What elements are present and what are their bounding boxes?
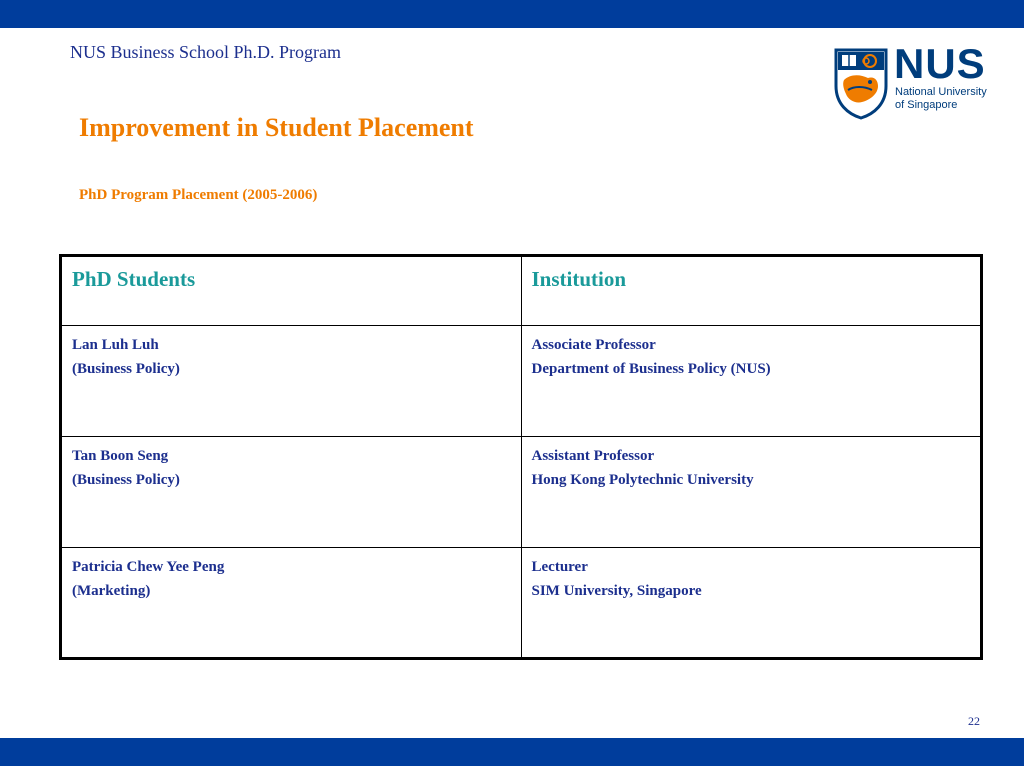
placement-table bbox=[59, 254, 983, 660]
logo-acronym: NUS bbox=[894, 40, 986, 87]
student-area: (Business Policy) bbox=[72, 472, 180, 488]
table-row bbox=[61, 326, 982, 437]
slide-subtitle: PhD Program Placement (2005-2006) bbox=[79, 187, 318, 203]
institution-name: SIM University, Singapore bbox=[531, 583, 702, 599]
institution-name: Department of Business Policy (NUS) bbox=[531, 361, 771, 377]
logo-line-1: National University bbox=[895, 86, 987, 98]
program-header: NUS Business School Ph.D. Program bbox=[70, 42, 342, 62]
nus-logo bbox=[834, 40, 994, 120]
institution-cell bbox=[521, 548, 982, 659]
position-title: Associate Professor bbox=[531, 337, 656, 353]
student-name: Patricia Chew Yee Peng bbox=[72, 559, 225, 575]
institution-cell bbox=[521, 437, 982, 548]
logo-line-2: of Singapore bbox=[895, 99, 958, 111]
slide-title: Improvement in Student Placement bbox=[79, 113, 474, 142]
student-area: (Marketing) bbox=[72, 583, 151, 599]
header-students: PhD Students bbox=[61, 256, 522, 326]
student-area: (Business Policy) bbox=[72, 361, 180, 377]
position-title: Assistant Professor bbox=[531, 448, 655, 464]
position-title: Lecturer bbox=[531, 559, 588, 575]
student-cell bbox=[61, 326, 522, 437]
bottom-banner-bar bbox=[0, 738, 1024, 766]
table-row bbox=[61, 437, 982, 548]
top-banner-bar bbox=[0, 0, 1024, 28]
student-name: Lan Luh Luh bbox=[72, 337, 159, 353]
header-institution: Institution bbox=[521, 256, 982, 326]
student-cell bbox=[61, 548, 522, 659]
page-number: 22 bbox=[968, 714, 980, 728]
institution-name: Hong Kong Polytechnic University bbox=[531, 472, 754, 488]
logo-subtitle bbox=[895, 86, 987, 112]
table-row bbox=[61, 548, 982, 659]
table-header-row bbox=[61, 256, 982, 326]
student-name: Tan Boon Seng bbox=[72, 448, 169, 464]
student-cell bbox=[61, 437, 522, 548]
nus-crest-icon bbox=[834, 46, 888, 120]
institution-cell bbox=[521, 326, 982, 437]
